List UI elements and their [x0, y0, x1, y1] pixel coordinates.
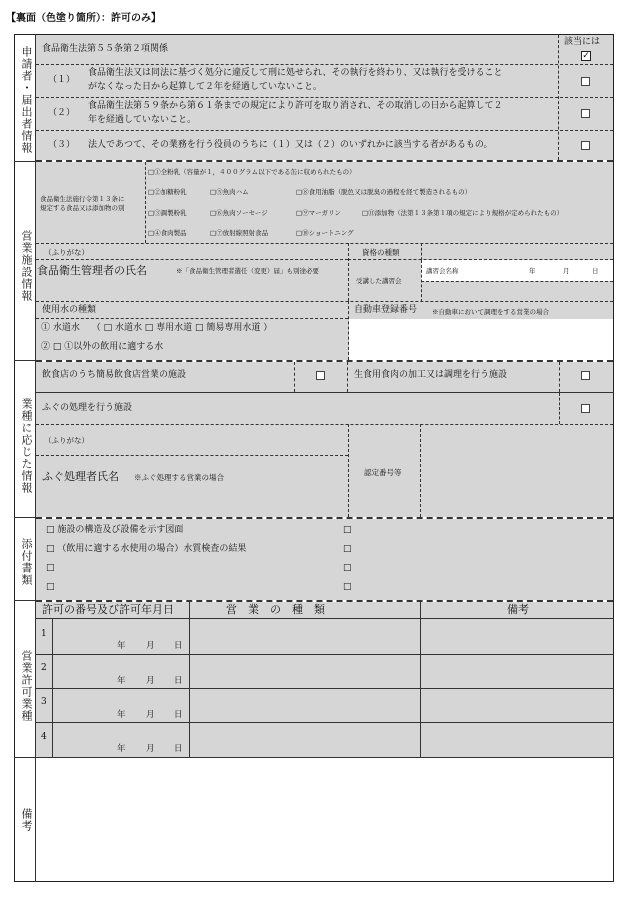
water-type-label: 使用水の種類	[42, 305, 97, 315]
attachment-2[interactable]: □ （飲用に適する水使用の場合）水質検査の結果	[46, 544, 247, 554]
manager-name-label: 食品衛生管理者の氏名	[37, 264, 147, 277]
course-year: 年	[529, 267, 536, 275]
section-label-permits: 営業許可業種	[20, 650, 33, 722]
attachment-3[interactable]: □	[46, 563, 55, 573]
fugu-handler-note: ※ふぐ処理する営業の場合	[134, 473, 224, 482]
item3-num: （３）	[48, 140, 76, 150]
fugu-handler-label: ふぐ処理者氏名	[42, 470, 119, 483]
item2-checkbox[interactable]	[581, 109, 590, 118]
permit-row-2-num: 2	[41, 663, 47, 673]
fugu-furigana: （ふりがな）	[44, 436, 89, 445]
applicable-label: 該当には	[564, 37, 601, 47]
remarks-field[interactable]	[37, 759, 613, 881]
manager-furigana: （ふりがな）	[44, 248, 89, 257]
raw-meat-checkbox[interactable]	[581, 371, 590, 380]
permit-row-4-year: 年	[117, 744, 126, 754]
page-title: 【裏面（色塗り箇所）：許可のみ】	[6, 13, 161, 24]
item1-line2: がなくなった日から起算して２年を経過していないこと。	[88, 82, 323, 92]
additive-2[interactable]: □②加糖粉乳	[148, 188, 187, 196]
section-label-facility: 営業施設情報	[20, 230, 33, 302]
item2-num: （２）	[48, 108, 76, 118]
permit-row-1-year: 年	[117, 641, 126, 651]
vehicle-reg-input[interactable]	[349, 319, 613, 360]
course-attended: 受講した講習会	[356, 277, 402, 285]
additive-4[interactable]: □④食肉製品	[148, 229, 187, 237]
permit-row-4-num: 4	[41, 732, 47, 742]
additive-11[interactable]: □⑪添加物（法第１３条第１項の規定により規格が定められたもの）	[362, 209, 564, 217]
fugu-facility-checkbox[interactable]	[581, 404, 590, 413]
qualification-type: 資格の種類	[362, 248, 400, 257]
item1-line1: 食品衛生法又は同法に基づく処分に違反して刑に処せられ、その執行を終わり、又は執行を受けること	[88, 68, 503, 78]
additive-1[interactable]: □①全粉乳（容量が１，４００グラム以下である缶に収められたもの）	[148, 168, 356, 176]
attachment-right-3[interactable]: □	[343, 563, 352, 573]
raw-meat-label: 生食用食肉の加工又は調理を行う施設	[354, 370, 508, 380]
water-option-2[interactable]: ② □ ①以外の飲用に適する水	[41, 342, 164, 352]
permit-row-4-month: 月	[146, 744, 155, 754]
permits-col2-header: 営 業 の 種 類	[226, 603, 325, 616]
attachment-right-4[interactable]: □	[343, 582, 352, 592]
attachment-right-2[interactable]: □	[343, 544, 352, 554]
additive-5[interactable]: □⑤魚肉ハム	[210, 188, 249, 196]
attachment-4[interactable]: □	[46, 582, 55, 592]
permit-row-1-num: 1	[41, 629, 47, 639]
permit-row-1-month: 月	[146, 641, 155, 651]
section-label-applicant: 申請者・届出者情報	[20, 46, 33, 154]
permit-row-3-month: 月	[146, 710, 155, 720]
item3-checkbox[interactable]	[581, 141, 590, 150]
additive-6[interactable]: □⑥魚肉ソーセージ	[210, 209, 268, 217]
course-month: 月	[563, 267, 570, 275]
section-label-attachments: 添付書類	[20, 538, 33, 586]
additive-10[interactable]: □⑩ショートニング	[296, 229, 354, 237]
permit-row-3-day: 日	[174, 710, 183, 720]
industry-section	[36, 362, 613, 517]
additive-9[interactable]: □⑨マーガリン	[296, 209, 342, 217]
cert-number-label: 認定番号等	[364, 468, 402, 477]
item2-line2: 年を経過していないこと。	[88, 115, 197, 125]
section-label-remarks: 備考	[20, 808, 33, 832]
item2-line1: 食品衛生法第５９条から第６１条までの規定により許可を取り消され、その取消しの日から起算して２	[88, 101, 503, 111]
manager-note: ※「食品衛生管理者選任（変更）届」も別途必要	[176, 267, 319, 275]
attachment-right-1[interactable]: □	[343, 525, 352, 535]
law-title: 食品衛生法第５５条第２項関係	[42, 44, 169, 54]
additive-7[interactable]: □⑦放射線照射食品	[210, 229, 269, 237]
additive-label-2: 規定する食品又は添加物の別	[40, 204, 125, 212]
permit-row-3-num: 3	[41, 697, 47, 707]
additive-3[interactable]: □③調製粉乳	[148, 209, 187, 217]
permits-col3-header: 備考	[507, 603, 529, 616]
fugu-facility-label: ふぐの処理を行う施設	[42, 403, 133, 413]
water-option-1[interactable]: ① 水道水 （ □ 水道水 □ 専用水道 □ 簡易専用水道 ）	[41, 323, 273, 333]
permit-row-3-year: 年	[117, 710, 126, 720]
vehicle-note: ※自動車において調理をする営業の場合	[432, 308, 549, 316]
simple-restaurant-label: 飲食店のうち簡易飲食店営業の施設	[42, 370, 187, 380]
additive-8[interactable]: □⑧食用油脂（脱色又は脱臭の過程を経て製造されるもの）	[296, 188, 472, 196]
simple-restaurant-checkbox[interactable]	[316, 371, 325, 380]
permits-col1-header: 許可の番号及び許可年月日	[42, 603, 174, 616]
course-name: 講習会名称	[426, 267, 459, 275]
permit-row-1-day: 日	[174, 641, 183, 651]
vehicle-reg-label: 自動車登録番号	[354, 305, 418, 315]
item1-checkbox[interactable]	[581, 77, 590, 86]
attachment-1[interactable]: □ 施設の構造及び設備を示す図面	[46, 525, 184, 535]
permit-row-4-day: 日	[174, 744, 183, 754]
applicable-checked-icon[interactable]: ✓	[582, 51, 590, 61]
additive-label-1: 食品衛生法施行令第１３条に	[40, 195, 125, 203]
permit-row-2-year: 年	[117, 676, 126, 686]
course-day: 日	[592, 267, 599, 275]
permit-row-2-month: 月	[146, 676, 155, 686]
section-label-industry: 業種に応じた情報	[20, 398, 33, 494]
permit-row-2-day: 日	[174, 676, 183, 686]
item1-num: （１）	[48, 75, 76, 85]
item3-line1: 法人であつて、その業務を行う役員のうちに（１）又は（２）のいずれかに該当する者があるもの。	[88, 140, 493, 150]
